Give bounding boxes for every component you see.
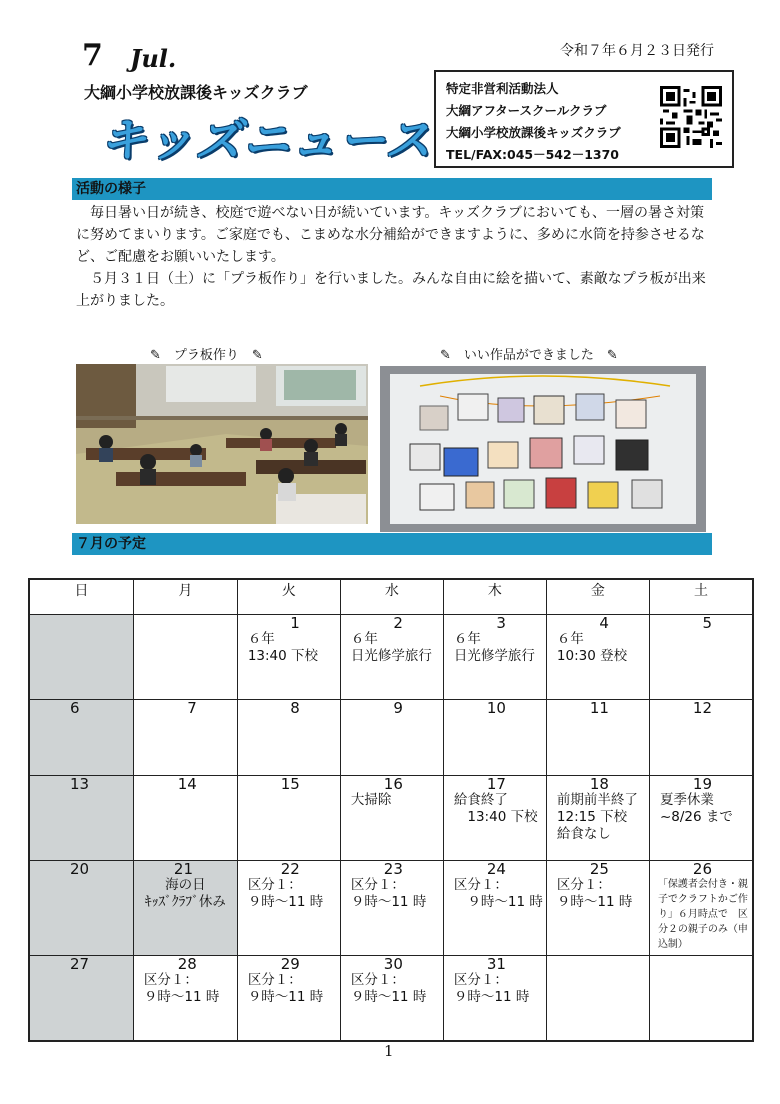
calendar-day-cell	[29, 776, 133, 861]
day-number: 25	[589, 860, 609, 878]
day-event: 区分１： ９時～11 時	[247, 972, 324, 1005]
calendar-day-cell	[29, 956, 133, 1042]
day-number: 21	[173, 860, 193, 878]
calendar-day-cell	[649, 615, 753, 700]
calendar-day-cell	[649, 956, 753, 1042]
calendar-week	[29, 776, 753, 861]
day-event: ６年 13:40 下校	[247, 631, 319, 664]
day-number: 22	[280, 860, 300, 878]
day-event: 大掃除	[350, 792, 392, 808]
artwork-photo	[380, 366, 706, 532]
calendar-day-cell	[237, 615, 340, 700]
section-heading-activities: 活動の様子	[72, 178, 712, 200]
org-name: 大綱小学校放課後キッズクラブ	[84, 83, 308, 102]
section-heading-schedule: ７月の予定	[72, 533, 712, 555]
calendar-day-cell	[340, 776, 443, 861]
day-event: 夏季休業 ~8/26 まで	[659, 792, 733, 825]
calendar-day-cell	[133, 700, 237, 776]
calendar-day-cell	[649, 861, 753, 956]
calendar-day-cell	[546, 700, 649, 776]
contact-line: 大綱小学校放課後キッズクラブ	[446, 125, 621, 140]
month-label: Jul.	[130, 44, 177, 73]
day-number: 30	[383, 955, 403, 973]
day-number: 9	[393, 699, 403, 717]
calendar-day-cell	[237, 700, 340, 776]
calendar-day-cell	[443, 861, 546, 956]
calendar-day-cell	[649, 776, 753, 861]
calendar-day-cell	[29, 861, 133, 956]
issue-date: 令和７年６月２３日発行	[560, 43, 714, 59]
day-event: 区分１： ９時～11 時	[556, 877, 633, 910]
activity-paragraph: ５月３１日（土）に「プラ板作り」を行いました。みんな自由に絵を描いて、素敵なプラ板が出来上がりました。	[76, 271, 706, 309]
day-event: 区分１： ９時～11 時	[350, 972, 427, 1005]
calendar-week	[29, 615, 753, 700]
calendar-day-cell	[340, 700, 443, 776]
calendar-day-cell	[443, 776, 546, 861]
day-event: 海の日 ｷｯｽﾞｸﾗﾌﾞ休み	[144, 877, 226, 910]
day-number: 15	[280, 775, 300, 793]
newsletter-title: キッズニュース	[100, 113, 433, 167]
calendar-week	[29, 700, 753, 776]
page-number: 1	[384, 1042, 394, 1060]
day-number: 4	[599, 614, 609, 632]
day-number: 29	[280, 955, 300, 973]
day-event: 区分１： ９時～11 時	[453, 877, 543, 910]
calendar-day-cell	[340, 956, 443, 1042]
day-number: 24	[486, 860, 506, 878]
weekday-header: 日	[29, 579, 133, 615]
calendar-day-cell	[133, 776, 237, 861]
classroom-photo	[76, 364, 368, 524]
calendar-day-cell	[546, 861, 649, 956]
day-number: 12	[692, 699, 712, 717]
day-event: 給食終了 13:40 下校	[453, 792, 538, 825]
calendar-day-cell	[546, 956, 649, 1042]
calendar-day-cell	[237, 861, 340, 956]
day-number: 1	[290, 614, 300, 632]
day-number: 11	[589, 699, 609, 717]
calendar-week	[29, 861, 753, 956]
day-number: 27	[70, 955, 90, 973]
weekday-header: 土	[649, 579, 753, 615]
day-number: 5	[702, 614, 712, 632]
day-number: 18	[589, 775, 609, 793]
day-number: 3	[496, 614, 506, 632]
day-event: 「保護者会付き・親子でクラフトかご作り」６月時点で 区分２の親子のみ（申込制）	[657, 879, 748, 950]
qr-code-icon[interactable]	[660, 86, 722, 148]
day-number: 6	[70, 699, 80, 717]
day-number: 19	[692, 775, 712, 793]
calendar-week	[29, 956, 753, 1042]
day-event: ６年 日光修学旅行	[350, 631, 432, 664]
calendar-day-cell	[443, 700, 546, 776]
day-event: 前期前半終了 12:15 下校 給食なし	[556, 792, 638, 842]
day-event: 区分１： ９時～11 時	[143, 972, 220, 1005]
calendar-day-cell	[443, 956, 546, 1042]
contact-line: 大綱アフタースクールクラブ	[446, 103, 607, 118]
weekday-header: 月	[133, 579, 237, 615]
calendar-day-cell	[29, 615, 133, 700]
weekday-header: 水	[340, 579, 443, 615]
weekday-header: 木	[443, 579, 546, 615]
calendar-day-cell	[29, 700, 133, 776]
activity-body	[76, 202, 716, 312]
calendar-table	[28, 578, 754, 1042]
calendar-day-cell	[237, 956, 340, 1042]
calendar-day-cell	[133, 956, 237, 1042]
contact-phone: TEL/FAX:045－542－1370	[446, 147, 619, 162]
day-number: 17	[486, 775, 506, 793]
calendar-day-cell	[133, 615, 237, 700]
calendar-day-cell	[546, 776, 649, 861]
photo-caption: ✎ プラ板作り ✎	[150, 348, 263, 363]
day-number: 10	[486, 699, 506, 717]
day-number: 20	[70, 860, 90, 878]
day-event: ６年 日光修学旅行	[453, 631, 535, 664]
day-number: 7	[187, 699, 197, 717]
calendar-day-cell	[649, 700, 753, 776]
calendar-day-cell	[133, 861, 237, 956]
month-number: 7	[82, 38, 103, 73]
calendar-day-cell	[340, 861, 443, 956]
day-event: 区分１： ９時～11 時	[350, 877, 427, 910]
day-number: 16	[383, 775, 403, 793]
day-number: 2	[393, 614, 403, 632]
day-number: 26	[692, 860, 712, 878]
day-number: 14	[177, 775, 197, 793]
day-number: 28	[177, 955, 197, 973]
weekday-header: 火	[237, 579, 340, 615]
weekday-header-row	[29, 579, 753, 615]
calendar-day-cell	[443, 615, 546, 700]
weekday-header: 金	[546, 579, 649, 615]
day-event: 区分１： ９時～11 時	[247, 877, 324, 910]
day-event: ６年 10:30 登校	[556, 631, 628, 664]
day-number: 31	[486, 955, 506, 973]
day-number: 13	[70, 775, 90, 793]
photo-caption: ✎ いい作品ができました ✎	[440, 348, 618, 363]
activity-paragraph: 毎日暑い日が続き、校庭で遊べない日が続いています。キッズクラブにおいても、一層の暑さ対策に努めてまいります。ご家庭でも、こまめな水分補給ができますように、多めに水筒を持参させるなど、ご配慮をお願いいたします。	[76, 205, 705, 265]
calendar-day-cell	[340, 615, 443, 700]
day-number: 23	[383, 860, 403, 878]
contact-line: 特定非営利活動法人	[446, 81, 559, 96]
day-event: 区分１： ９時～11 時	[453, 972, 530, 1005]
calendar-day-cell	[237, 776, 340, 861]
calendar-day-cell	[546, 615, 649, 700]
day-number: 8	[290, 699, 300, 717]
